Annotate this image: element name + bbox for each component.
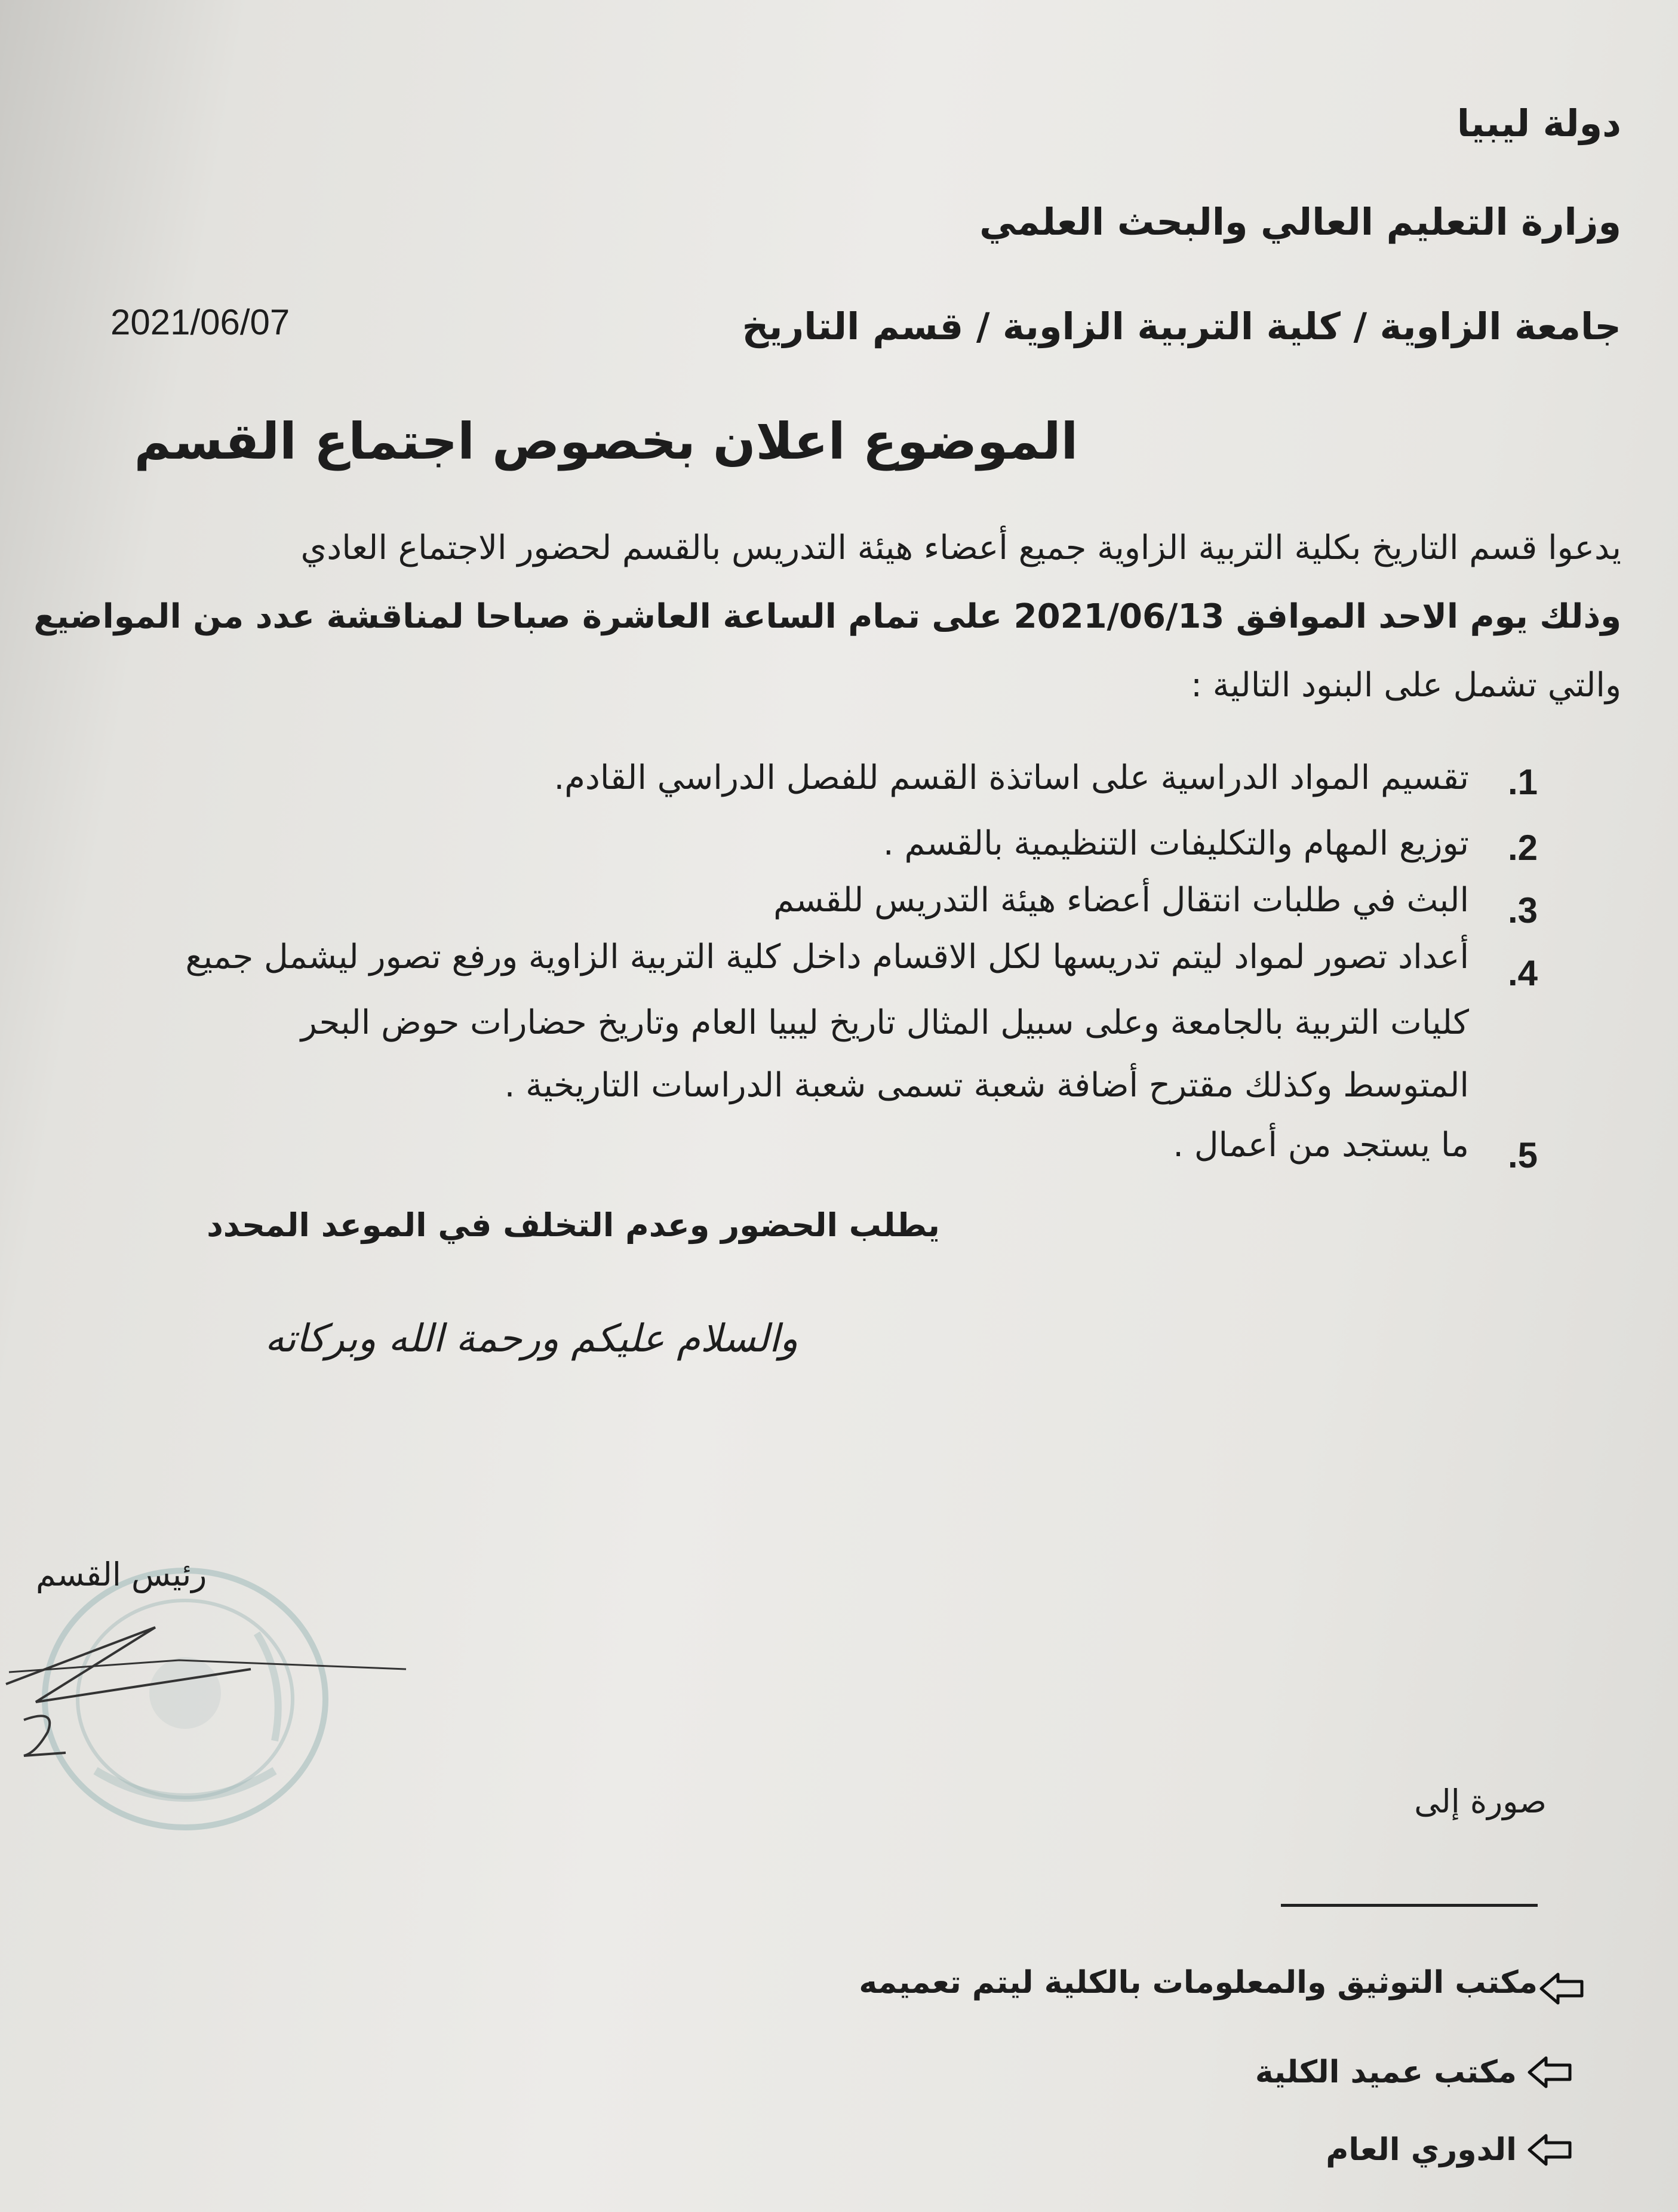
item-number-3: .3 [1508, 890, 1538, 930]
letter-date: 2021/06/07 [110, 302, 290, 342]
ministry-name: وزارة التعليم العالي والبحث العلمي [979, 200, 1621, 244]
divider-line [1281, 1904, 1538, 1907]
arrow-left-icon [1538, 1971, 1585, 2007]
handwritten-signature [0, 1612, 454, 1768]
closing-request: يطلب الحضور وعدم التخلف في الموعد المحدد [207, 1206, 940, 1244]
copy-to-label: صورة إلى [1414, 1783, 1547, 1820]
item-number-5: .5 [1508, 1135, 1538, 1175]
recipient-1: مكتب التوثيق والمعلومات بالكلية ليتم تعميمه [859, 1965, 1538, 2001]
body-line-2: وذلك يوم الاحد الموافق 2021/06/13 على تمام الساعة العاشرة صباحا لمناقشة عدد من المواضيع [33, 597, 1621, 636]
item-4-line-1: أعداد تصور لمواد ليتم تدريسها لكل الاقسام داخل كلية التربية الزاوية ورفع تصور ليشمل جميع [185, 938, 1469, 976]
item-number-4: .4 [1508, 953, 1538, 993]
body-line-1: يدعوا قسم التاريخ بكلية التربية الزاوية جميع أعضاء هيئة التدريس بالقسم لحضور الاجتماع العادي [300, 529, 1621, 567]
university-department: جامعة الزاوية / كلية التربية الزاوية / قسم التاريخ [742, 305, 1621, 348]
item-number-2: .2 [1508, 828, 1538, 868]
item-5: ما يستجد من أعمال . [1173, 1126, 1469, 1165]
arrow-left-icon [1526, 2054, 1573, 2090]
country-name: دولة ليبيا [1456, 102, 1621, 145]
item-4-line-3: المتوسط وكذلك مقترح أضافة شعبة تسمى شعبة الدراسات التاريخية . [504, 1066, 1469, 1105]
department-head-title: رئيس القسم [36, 1556, 207, 1593]
body-line-3: والتي تشمل على البنود التالية : [1191, 666, 1621, 705]
letter-subject: الموضوع اعلان بخصوص اجتماع القسم [134, 412, 1078, 471]
salutation: والسلام عليكم ورحمة الله وبركاته [265, 1317, 798, 1361]
item-2: توزيع المهام والتكليفات التنظيمية بالقسم . [883, 824, 1469, 863]
item-3: البث في طلبات انتقال أعضاء هيئة التدريس للقسم [773, 881, 1469, 920]
item-4-line-2: كليات التربية بالجامعة وعلى سبيل المثال تاريخ ليبيا العام وتاريخ حضارات حوض البحر [300, 1003, 1469, 1042]
arrow-left-icon [1526, 2132, 1573, 2168]
item-number-1: .1 [1508, 762, 1538, 802]
recipient-3: الدوري العام [1326, 2132, 1517, 2168]
recipient-2: مكتب عميد الكلية [1255, 2054, 1517, 2090]
item-1: تقسيم المواد الدراسية على اساتذة القسم للفصل الدراسي القادم. [554, 758, 1469, 797]
